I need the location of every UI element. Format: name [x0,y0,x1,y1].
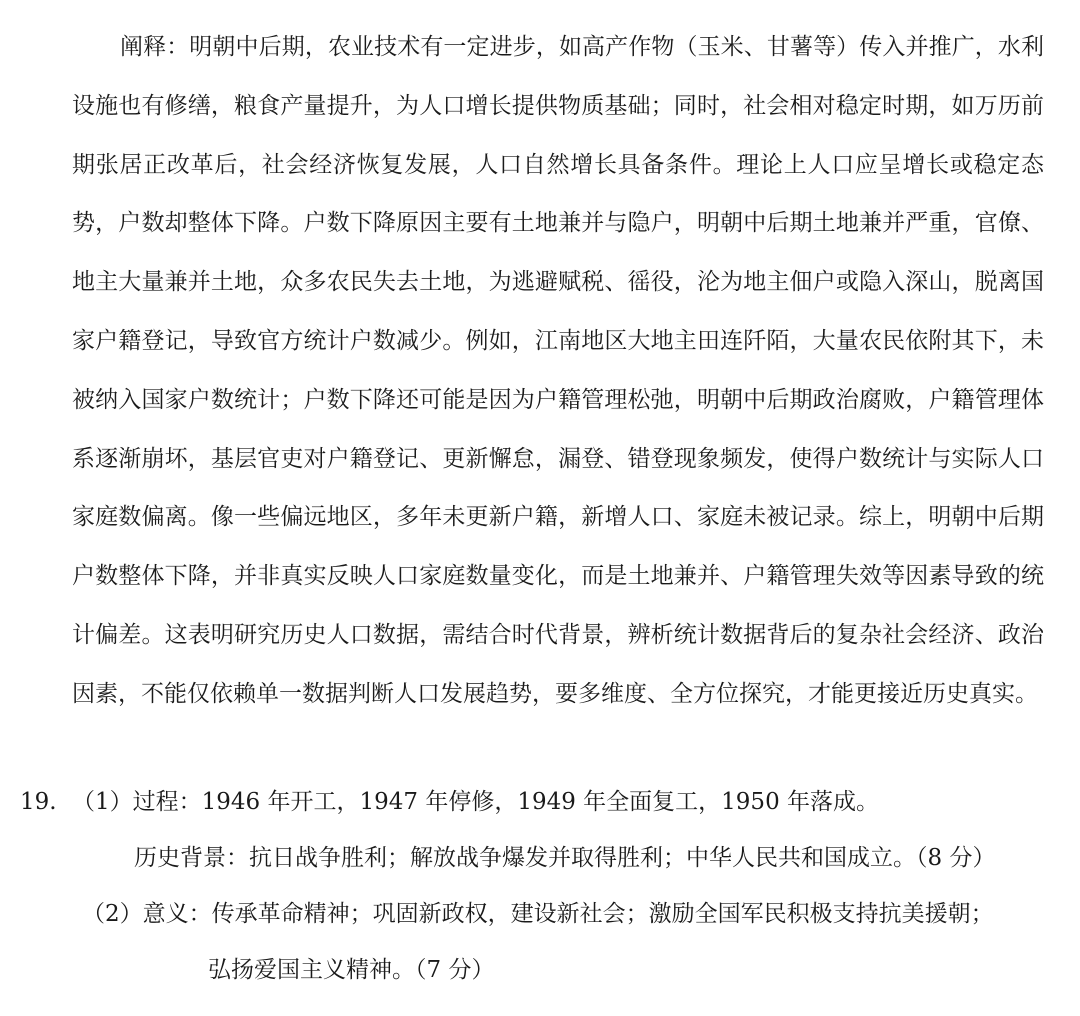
part1-process: （1）过程：1946 年开工，1947 年停修，1949 年全面复工，1950 年落成。 [72,789,880,815]
part2-meaning: （2）意义：传承革命精神；巩固新政权，建设新社会；激励全国军民积极支持抗美援朝； [82,901,994,927]
part2-meaning-continued: 弘扬爱国主义精神。（7 分） [208,957,495,983]
part1-background: 历史背景：抗日战争胜利；解放战争爆发并取得胜利；中华人民共和国成立。（8 分） [134,845,996,871]
explanation-paragraph: 阐释：明朝中后期，农业技术有一定进步，如高产作物（玉米、甘薯等）传入并推广，水利设施也有修缮，粮食产量提升，为人口增长提供物质基础；同时，社会相对稳定时期，如万历前期张居正改革后，社会经济恢复发展，人口自然增长具备条件。理论上人口应呈增长或稳定态势，户数却整体下降。户数下降原因主要有土地兼并与隐户，明朝中后期土地兼并严重，官僚、地主大量兼并土地，众多农民失去土地，为逃避赋税、徭役，沦为地主佃户或隐入深山，脱离国家户籍登记，导致官方统计户数减少。例如，江南地区大地主田连阡陌，大量农民依附其下，未被纳入国家户数统计；户数下降还可能是因为户籍管理松弛，明朝中后期政治腐败，户籍管理体系逐渐崩坏，基层官吏对户籍登记、更新懈怠，漏登、错登现象频发，使得户数统计与实际人口家庭数偏离。像一些偏远地区，多年未更新户籍，新增人口、家庭未被记录。综上，明朝中后期户数整体下降，并非真实反映人口家庭数量变化，而是土地兼并、户籍管理失效等因素导致的统计偏差。这表明研究历史人口数据，需结合时代背景，辨析统计数据背后的复杂社会经济、政治因素，不能仅依赖单一数据判断人口发展趋势，要多维度、全方位探究，才能更接近历史真实。 [72,34,1044,707]
question-number: 19. [20,789,57,815]
